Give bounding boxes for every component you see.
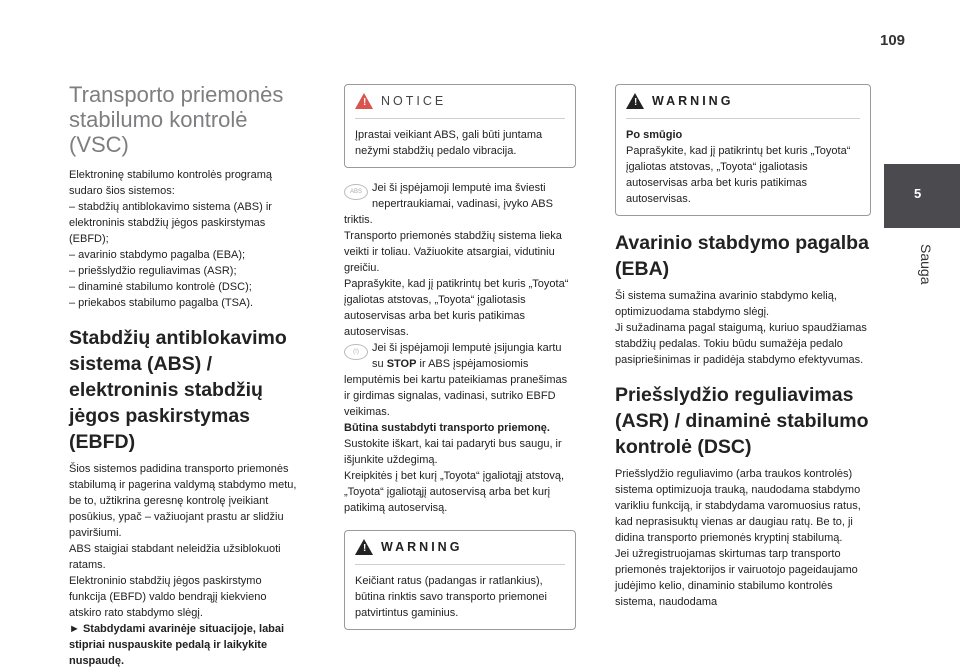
abs-fault-paragraph-2: Paprašykite, kad jį patikrintų bet kuris „Toyota“ įgaliotas atstovas, „Toyota“ įgaliotasis autoservisas arba bet kuris patikimas autoservisas. <box>344 278 569 338</box>
must-stop-text: Būtina sustabdyti transporto priemonę. <box>344 422 550 434</box>
abs-heading: Stabdžių antiblokavimo sistema (ABS) / elektroninis stabdžių jėgos paskirstymas (EBFD) <box>69 327 287 453</box>
warning-title: WARNING <box>381 540 463 554</box>
abs-instruction: ► Stabdydami avarinėje situacijoje, labai stipriai nuspauskite pedalą ir laikykite nuspaudę. <box>69 623 285 667</box>
abs-paragraph-3: Elektroninio stabdžių jėgos paskirstymo funkcija (EBFD) valdo bendrąjį kiekvieno atskiro rato stabdymo slėgį. <box>69 575 267 619</box>
brake-warning-lamp-icon: (!) <box>344 344 368 360</box>
abs-warning-lamp-icon: ABS <box>344 184 368 200</box>
list-item: – priešslydžio reguliavimas (ASR); <box>69 265 237 277</box>
chapter-label: Sauga <box>918 244 934 285</box>
asr-paragraph-1: Priešslydžio reguliavimo (arba traukos kontrolės) sistema optimizuoja trauką, naudodama stabdymo varikliu funkciją, ir stabdydama varomuosius ratus, kad neprasisuktų vienas ar daugiau ratų. Be to, ji didina transporto priemonės kryptinį stabilumą. <box>615 468 861 544</box>
page-number: 109 <box>880 32 906 49</box>
contact-dealer-text: Kreipkitės į bet kurį „Toyota“ įgaliotąjį atstovą, „Toyota“ įgaliotąjį autoservisą arba bet kurį patikimą autoservisą. <box>344 470 565 514</box>
eba-paragraph-2: Ji sužadinama pagal staigumą, kuriuo spaudžiamas stabdžių pedalas. Tokiu būdu sumažėja pedalo pasipriešinimas ir padidėja stabdymo efektyvumas. <box>615 322 867 366</box>
warning-triangle-icon: ! <box>355 93 373 109</box>
list-item: – priekabos stabilumo pagalba (TSA). <box>69 297 254 309</box>
chapter-label-container <box>884 244 960 284</box>
vsc-heading-line1: Transporto priemonės <box>69 82 284 107</box>
chapter-number: 5 <box>914 186 922 201</box>
stop-instruction: Sustokite iškart, kai tai padaryti bus saugu, ir išjunkite uždegimą. <box>344 438 562 466</box>
notice-title: NOTICE <box>381 94 447 108</box>
abs-paragraph-2: ABS staigiai stabdant neleidžia užsiblokuoti ratams. <box>69 543 281 571</box>
warning-header <box>626 93 860 119</box>
warning-box-impact <box>615 84 871 216</box>
asr-dsc-heading: Priešslydžio reguliavimas (ASR) / dinaminė stabilumo kontrolė (DSC) <box>615 384 869 458</box>
vsc-intro: Elektroninę stabilumo kontrolės programą sudaro šios sistemos: <box>69 169 272 197</box>
asr-paragraph-2: Jei užregistruojamas skirtumas tarp transporto priemonės trajektorijos ir vairuotojo pageidaujamo judėjimo kelio, dinaminio stabilumo kontrolės sistema, naudodama <box>615 548 858 608</box>
notice-box <box>344 84 576 168</box>
vsc-heading-line2: stabilumo kontrolė (VSC) <box>69 107 248 157</box>
warning-subtitle: Po smūgio <box>626 129 683 141</box>
list-item: – avarinio stabdymo pagalba (EBA); <box>69 249 246 261</box>
abs-paragraph-1: Šios sistemos padidina transporto priemonės stabilumą ir pagerina valdymą stabdymo metu, be to, užtikrina geresnę kontrolę įveikiant posūkius, ypač – važiuojant prastu ar slidžiu paviršiumi. <box>69 463 297 539</box>
notice-header <box>355 93 565 119</box>
abs-lamp-block <box>344 180 576 228</box>
warning-impact-text: Paprašykite, kad jį patikrintų bet kuris „Toyota“ įgaliotas atstovas, „Toyota“ įgaliotasis autoservisas arba bet kuris patikimas autoservisas. <box>626 145 851 205</box>
warning-triangle-icon: ! <box>355 539 373 555</box>
ebfd-lamp-text-post: ir ABS įspėjamosiomis lemputėmis bei kartu pateikiamas pranešimas ir girdimas signalas, vadinasi, sutriko EBFD veikimas. <box>344 358 568 418</box>
ebfd-lamp-block <box>344 340 576 420</box>
warning-wheels-text: Keičiant ratus (padangas ir ratlankius), būtina rinktis savo transporto priemonei patvirtintus gaminius. <box>355 575 547 619</box>
column-2 <box>344 84 576 630</box>
chapter-tab[interactable] <box>884 164 960 228</box>
warning-title: WARNING <box>652 94 734 108</box>
warning-triangle-icon: ! <box>626 93 644 109</box>
list-item: – dinaminė stabilumo kontrolė (DSC); <box>69 281 252 293</box>
notice-text: Įprastai veikiant ABS, gali būti juntama nežymi stabdžių pedalo vibracija. <box>355 129 543 157</box>
eba-heading: Avarinio stabdymo pagalba (EBA) <box>615 232 869 280</box>
column-3 <box>615 84 871 610</box>
ebfd-lamp-text <box>344 340 576 420</box>
vsc-heading <box>69 82 299 157</box>
stop-label: STOP <box>386 358 417 370</box>
warning-header <box>355 539 565 565</box>
abs-fault-paragraph-1: Transporto priemonės stabdžių sistema lieka veikti ir toliau. Važiuokite atsargiai, vidutiniu greičiu. <box>344 230 562 274</box>
ebfd-lamp-text-pre: Jei ši įspėjamoji lemputė įsijungia kartu su <box>372 342 562 370</box>
eba-paragraph-1: Ši sistema sumažina avarinio stabdymo kelią, optimizuodama stabdymo slėgį. <box>615 290 837 318</box>
list-item: – stabdžių antiblokavimo sistema (ABS) ir elektroninis stabdžių jėgos paskirstymas (EBFD); <box>69 201 272 245</box>
warning-box-wheels <box>344 530 576 630</box>
abs-lamp-text: Jei ši įspėjamoji lemputė ima šviesti nepertraukiamai, vadinasi, įvyko ABS triktis. <box>344 182 553 226</box>
column-1 <box>69 82 299 669</box>
